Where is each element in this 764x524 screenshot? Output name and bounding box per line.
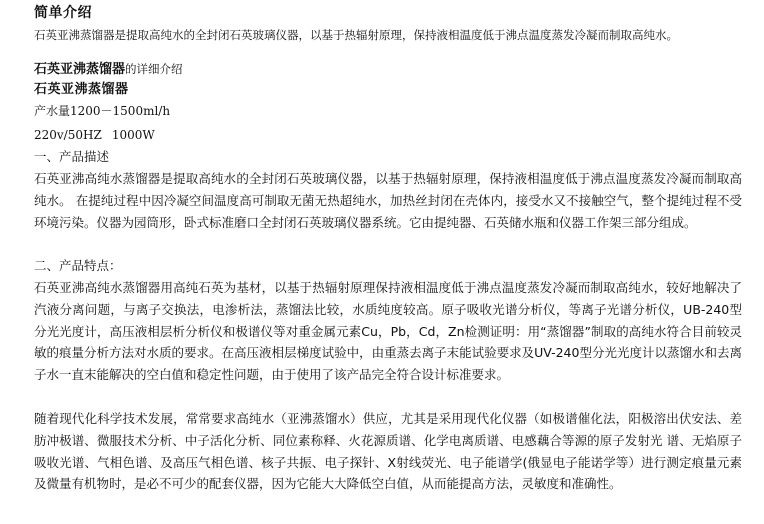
summary-text: 石英亚沸蒸馏器是提取高纯水的全封闭石英玻璃仪器，以基于热辐射原理，保持液相温度低于沸点温度蒸发冷凝而制取高纯水。 [34,28,678,42]
spec-power: 1000W [111,128,155,142]
summary-heading: 简单介绍 [34,5,92,21]
detail-heading-product: 石英亚沸蒸馏器 [34,62,126,77]
modern-usage-paragraph: 随着现代化科学技术发展，常常要求高纯水（亚沸蒸馏水）供应，尤其是采用现代化仪器（如极谱催化法，阳极溶出伏安法、差肪冲极谱、微服技术分析、中子活化分析、同位素称释、火花源质谱、化学电离质谱、电感藕合等源的原子发射光 谱、无焰原子吸收光谱、气相色谱、及高压气相色谱、核子共振、电子探针、X射线荧光、电子能谱学(俄显电子能诺学等）进行测定痕量元素及微量有机物时，是必不可少的配套仪器，因为它能大大降低空白值，从而能提高方法，灵敏度和准确性。 [34,411,742,492]
product-title: 石英亚沸蒸馏器 [34,82,129,97]
spec-voltage: 220v/50HZ [34,128,102,142]
description-paragraph: 石英亚沸高纯水蒸馏器是提取高纯水的全封闭石英玻璃仪器，以基于热辐射原理，保持液相温度低于沸点温度蒸发冷凝而制取高纯水。 在提纯过程中因冷凝空间温度高可制取无菌无热超纯水，加热丝封闭在壳体内，接受水又不接触空气，整个提纯过程不受环境污染。仪器为园筒形，卧式标准磨口全封闭石英玻璃仪器系统。它由提纯器、石英储水瓶和仪器工作架三部分组成。 [34,171,742,230]
spec-capacity: 产水量1200－1500ml/h [34,104,171,118]
detail-heading [34,60,183,79]
features-paragraph: 石英亚沸高纯水蒸馏器用高纯石英为基材，以基于热辐射原理保持液相温度低于沸点温度蒸发冷凝而制取高纯水，较好地解决了汽液分离问题，与离子交换法，电渗析法，蒸馏法比较，水质纯度较高。原子吸收光谱分析仪，等离子光谱分析仪，UB-240型分光光度计，高压液相层析分析仪和极谱仪等对重金属元素Cu，Pb，Cd，Zn检测证明：用“蒸馏器”制取的高纯水符合目前较灵敏的痕量分析方法对水质的要求。在高压液相层梯度试验中，由重蒸去离子末能试验要求及UV-240型分光光度计以蒸馏水和去离子水一直末能解决的空白值和稳定性问题，由于使用了该产品完全符合设计标准要求。 [34,280,742,383]
detail-heading-suffix: 的详细介绍 [125,62,183,76]
description-label: 一、产品描述 [34,149,110,164]
features-label: 二、产品特点： [34,258,122,273]
spec-power-line [34,127,155,143]
